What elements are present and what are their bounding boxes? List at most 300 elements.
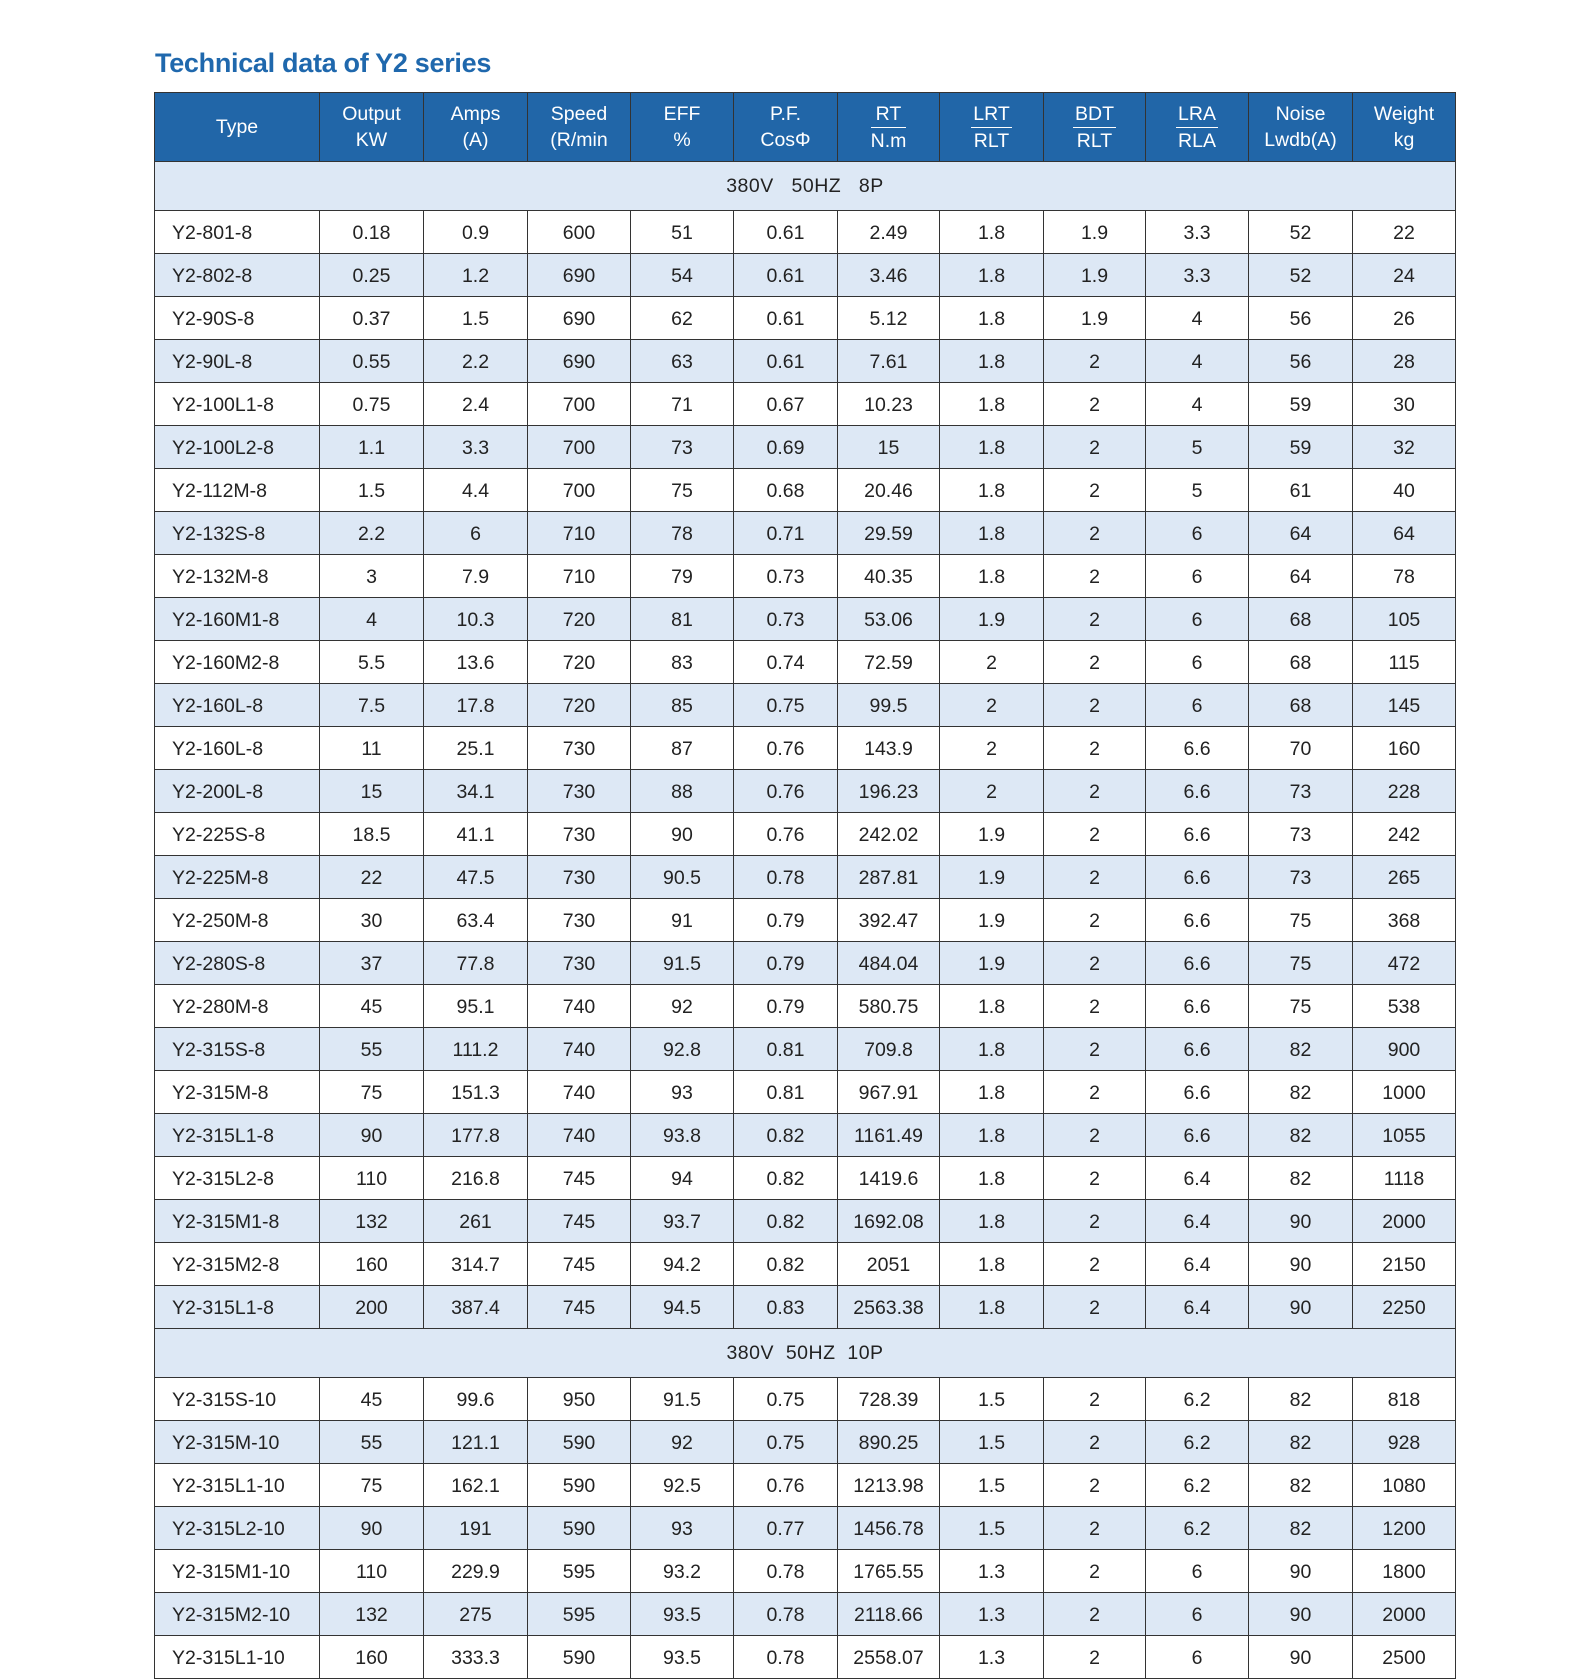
column-header-lra-rla xyxy=(1146,93,1249,162)
table-row xyxy=(155,1200,1456,1243)
table-row xyxy=(155,1243,1456,1286)
cell-weight: 26 xyxy=(1353,297,1456,340)
table-row xyxy=(155,1157,1456,1200)
header-label: Output xyxy=(342,103,401,125)
cell-bdt-rlt: 2 xyxy=(1044,856,1146,899)
cell-lrt-rlt: 1.8 xyxy=(940,1071,1044,1114)
cell-noise: 75 xyxy=(1249,985,1353,1028)
cell-noise: 90 xyxy=(1249,1636,1353,1679)
cell-lrt-rlt: 1.8 xyxy=(940,1243,1044,1286)
cell-type: Y2-250M-8 xyxy=(155,899,320,942)
cell-lrt-rlt: 1.5 xyxy=(940,1421,1044,1464)
cell-lrt-rlt: 1.8 xyxy=(940,1286,1044,1329)
cell-rated-torque: 20.46 xyxy=(838,469,940,512)
cell-power-factor: 0.81 xyxy=(734,1028,838,1071)
cell-lra-rla: 6 xyxy=(1146,598,1249,641)
cell-lra-rla: 3.3 xyxy=(1146,254,1249,297)
cell-lra-rla: 3.3 xyxy=(1146,211,1249,254)
table-row xyxy=(155,1421,1456,1464)
cell-amps: 111.2 xyxy=(424,1028,528,1071)
cell-eff: 75 xyxy=(631,469,734,512)
cell-speed: 730 xyxy=(528,770,631,813)
cell-speed: 740 xyxy=(528,1071,631,1114)
cell-amps: 3.3 xyxy=(424,426,528,469)
cell-lra-rla: 6.2 xyxy=(1146,1507,1249,1550)
table-header-row xyxy=(155,93,1456,162)
cell-eff: 92 xyxy=(631,1421,734,1464)
header-sublabel: CosΦ xyxy=(760,129,811,151)
table-row xyxy=(155,211,1456,254)
cell-weight: 1200 xyxy=(1353,1507,1456,1550)
cell-type: Y2-315L1-10 xyxy=(155,1636,320,1679)
cell-lra-rla: 6.6 xyxy=(1146,1114,1249,1157)
cell-bdt-rlt: 2 xyxy=(1044,555,1146,598)
cell-noise: 82 xyxy=(1249,1421,1353,1464)
cell-lrt-rlt: 1.9 xyxy=(940,856,1044,899)
cell-lrt-rlt: 1.8 xyxy=(940,512,1044,555)
cell-amps: 63.4 xyxy=(424,899,528,942)
cell-bdt-rlt: 2 xyxy=(1044,340,1146,383)
cell-bdt-rlt: 2 xyxy=(1044,641,1146,684)
cell-speed: 600 xyxy=(528,211,631,254)
cell-output-kw: 0.37 xyxy=(320,297,424,340)
cell-bdt-rlt: 2 xyxy=(1044,1200,1146,1243)
cell-lrt-rlt: 1.8 xyxy=(940,1114,1044,1157)
table-row xyxy=(155,1636,1456,1679)
cell-output-kw: 55 xyxy=(320,1028,424,1071)
cell-speed: 700 xyxy=(528,383,631,426)
cell-lra-rla: 6.6 xyxy=(1146,856,1249,899)
cell-lra-rla: 4 xyxy=(1146,297,1249,340)
cell-lra-rla: 6.4 xyxy=(1146,1157,1249,1200)
cell-bdt-rlt: 2 xyxy=(1044,1378,1146,1421)
cell-lrt-rlt: 1.5 xyxy=(940,1464,1044,1507)
cell-noise: 82 xyxy=(1249,1114,1353,1157)
cell-weight: 1055 xyxy=(1353,1114,1456,1157)
cell-power-factor: 0.68 xyxy=(734,469,838,512)
cell-bdt-rlt: 1.9 xyxy=(1044,254,1146,297)
cell-lrt-rlt: 1.5 xyxy=(940,1507,1044,1550)
cell-lrt-rlt: 1.9 xyxy=(940,899,1044,942)
cell-amps: 2.2 xyxy=(424,340,528,383)
cell-type: Y2-801-8 xyxy=(155,211,320,254)
cell-lrt-rlt: 1.8 xyxy=(940,985,1044,1028)
cell-output-kw: 160 xyxy=(320,1636,424,1679)
cell-weight: 1118 xyxy=(1353,1157,1456,1200)
cell-type: Y2-200L-8 xyxy=(155,770,320,813)
cell-lra-rla: 6.4 xyxy=(1146,1200,1249,1243)
cell-lrt-rlt: 1.8 xyxy=(940,340,1044,383)
cell-bdt-rlt: 2 xyxy=(1044,985,1146,1028)
table-row xyxy=(155,1593,1456,1636)
cell-speed: 710 xyxy=(528,512,631,555)
cell-power-factor: 0.61 xyxy=(734,211,838,254)
cell-eff: 81 xyxy=(631,598,734,641)
cell-rated-torque: 3.46 xyxy=(838,254,940,297)
cell-speed: 730 xyxy=(528,899,631,942)
cell-noise: 52 xyxy=(1249,211,1353,254)
table-row xyxy=(155,297,1456,340)
cell-lra-rla: 6.2 xyxy=(1146,1378,1249,1421)
column-header-speed xyxy=(528,93,631,162)
cell-weight: 1000 xyxy=(1353,1071,1456,1114)
header-sublabel: Lwdb(A) xyxy=(1264,129,1337,151)
column-header-output-kw xyxy=(320,93,424,162)
cell-weight: 145 xyxy=(1353,684,1456,727)
cell-weight: 368 xyxy=(1353,899,1456,942)
cell-output-kw: 5.5 xyxy=(320,641,424,684)
cell-rated-torque: 2118.66 xyxy=(838,1593,940,1636)
cell-speed: 730 xyxy=(528,942,631,985)
cell-lra-rla: 6.4 xyxy=(1146,1243,1249,1286)
header-label: Noise xyxy=(1275,103,1326,125)
cell-speed: 720 xyxy=(528,598,631,641)
cell-speed: 730 xyxy=(528,727,631,770)
cell-lrt-rlt: 1.3 xyxy=(940,1550,1044,1593)
cell-lra-rla: 5 xyxy=(1146,426,1249,469)
cell-noise: 75 xyxy=(1249,899,1353,942)
table-row xyxy=(155,684,1456,727)
cell-weight: 22 xyxy=(1353,211,1456,254)
table-row xyxy=(155,426,1456,469)
cell-rated-torque: 99.5 xyxy=(838,684,940,727)
cell-weight: 28 xyxy=(1353,340,1456,383)
cell-lra-rla: 6.6 xyxy=(1146,899,1249,942)
cell-power-factor: 0.82 xyxy=(734,1157,838,1200)
header-sublabel: kg xyxy=(1393,129,1415,151)
cell-type: Y2-315M-8 xyxy=(155,1071,320,1114)
cell-speed: 700 xyxy=(528,469,631,512)
table-row xyxy=(155,1286,1456,1329)
cell-bdt-rlt: 2 xyxy=(1044,1464,1146,1507)
cell-type: Y2-90S-8 xyxy=(155,297,320,340)
cell-amps: 4.4 xyxy=(424,469,528,512)
cell-lra-rla: 6 xyxy=(1146,1593,1249,1636)
cell-lrt-rlt: 1.8 xyxy=(940,555,1044,598)
cell-bdt-rlt: 2 xyxy=(1044,1028,1146,1071)
cell-lrt-rlt: 1.9 xyxy=(940,813,1044,856)
cell-noise: 61 xyxy=(1249,469,1353,512)
cell-eff: 90.5 xyxy=(631,856,734,899)
header-sublabel: N.m xyxy=(870,129,907,152)
cell-lrt-rlt: 2 xyxy=(940,727,1044,770)
cell-output-kw: 45 xyxy=(320,1378,424,1421)
cell-weight: 928 xyxy=(1353,1421,1456,1464)
cell-rated-torque: 1692.08 xyxy=(838,1200,940,1243)
cell-amps: 387.4 xyxy=(424,1286,528,1329)
cell-type: Y2-315M-10 xyxy=(155,1421,320,1464)
cell-bdt-rlt: 2 xyxy=(1044,1593,1146,1636)
cell-type: Y2-315S-8 xyxy=(155,1028,320,1071)
cell-lra-rla: 6.6 xyxy=(1146,727,1249,770)
cell-eff: 51 xyxy=(631,211,734,254)
cell-bdt-rlt: 2 xyxy=(1044,1114,1146,1157)
cell-eff: 93.7 xyxy=(631,1200,734,1243)
cell-output-kw: 30 xyxy=(320,899,424,942)
cell-eff: 83 xyxy=(631,641,734,684)
cell-lrt-rlt: 1.9 xyxy=(940,942,1044,985)
cell-weight: 2250 xyxy=(1353,1286,1456,1329)
table-row xyxy=(155,856,1456,899)
table-row xyxy=(155,813,1456,856)
cell-amps: 95.1 xyxy=(424,985,528,1028)
cell-lrt-rlt: 1.8 xyxy=(940,426,1044,469)
cell-noise: 70 xyxy=(1249,727,1353,770)
page-title: Technical data of Y2 series xyxy=(155,48,492,78)
cell-type: Y2-100L1-8 xyxy=(155,383,320,426)
table-row xyxy=(155,1071,1456,1114)
group-row xyxy=(155,162,1456,211)
cell-rated-torque: 1419.6 xyxy=(838,1157,940,1200)
cell-lrt-rlt: 1.8 xyxy=(940,1200,1044,1243)
cell-noise: 59 xyxy=(1249,426,1353,469)
cell-bdt-rlt: 2 xyxy=(1044,1286,1146,1329)
cell-output-kw: 55 xyxy=(320,1421,424,1464)
cell-output-kw: 90 xyxy=(320,1507,424,1550)
cell-output-kw: 110 xyxy=(320,1550,424,1593)
cell-lra-rla: 4 xyxy=(1146,340,1249,383)
cell-lra-rla: 6 xyxy=(1146,1550,1249,1593)
header-sublabel: RLT xyxy=(1076,129,1113,152)
header-sublabel: (R/min xyxy=(550,129,608,151)
cell-rated-torque: 10.23 xyxy=(838,383,940,426)
cell-lra-rla: 6 xyxy=(1146,684,1249,727)
group-label: 380V 50HZ 10P xyxy=(155,1329,1456,1378)
cell-type: Y2-315M2-8 xyxy=(155,1243,320,1286)
cell-speed: 690 xyxy=(528,297,631,340)
cell-output-kw: 11 xyxy=(320,727,424,770)
cell-lra-rla: 5 xyxy=(1146,469,1249,512)
cell-output-kw: 0.55 xyxy=(320,340,424,383)
cell-power-factor: 0.73 xyxy=(734,555,838,598)
cell-rated-torque: 967.91 xyxy=(838,1071,940,1114)
cell-output-kw: 1.1 xyxy=(320,426,424,469)
cell-speed: 740 xyxy=(528,1114,631,1157)
header-sublabel: % xyxy=(673,129,691,151)
table-row xyxy=(155,1378,1456,1421)
cell-lra-rla: 6.6 xyxy=(1146,813,1249,856)
cell-bdt-rlt: 2 xyxy=(1044,942,1146,985)
cell-bdt-rlt: 2 xyxy=(1044,813,1146,856)
cell-speed: 720 xyxy=(528,684,631,727)
cell-weight: 40 xyxy=(1353,469,1456,512)
cell-weight: 900 xyxy=(1353,1028,1456,1071)
cell-type: Y2-315L2-10 xyxy=(155,1507,320,1550)
cell-eff: 88 xyxy=(631,770,734,813)
cell-speed: 730 xyxy=(528,813,631,856)
cell-power-factor: 0.67 xyxy=(734,383,838,426)
cell-type: Y2-280M-8 xyxy=(155,985,320,1028)
cell-noise: 73 xyxy=(1249,856,1353,899)
cell-power-factor: 0.74 xyxy=(734,641,838,684)
cell-amps: 1.5 xyxy=(424,297,528,340)
cell-power-factor: 0.76 xyxy=(734,1464,838,1507)
cell-speed: 595 xyxy=(528,1550,631,1593)
cell-amps: 77.8 xyxy=(424,942,528,985)
technical-data-table xyxy=(154,92,1456,1679)
cell-type: Y2-315M2-10 xyxy=(155,1593,320,1636)
cell-noise: 90 xyxy=(1249,1286,1353,1329)
cell-bdt-rlt: 2 xyxy=(1044,727,1146,770)
cell-noise: 73 xyxy=(1249,813,1353,856)
cell-type: Y2-315L1-8 xyxy=(155,1286,320,1329)
cell-amps: 261 xyxy=(424,1200,528,1243)
cell-amps: 2.4 xyxy=(424,383,528,426)
cell-bdt-rlt: 2 xyxy=(1044,770,1146,813)
cell-speed: 745 xyxy=(528,1243,631,1286)
cell-speed: 590 xyxy=(528,1421,631,1464)
cell-rated-torque: 40.35 xyxy=(838,555,940,598)
cell-bdt-rlt: 2 xyxy=(1044,684,1146,727)
cell-speed: 745 xyxy=(528,1286,631,1329)
cell-lrt-rlt: 2 xyxy=(940,770,1044,813)
cell-output-kw: 3 xyxy=(320,555,424,598)
cell-eff: 92.8 xyxy=(631,1028,734,1071)
cell-eff: 93.5 xyxy=(631,1593,734,1636)
cell-rated-torque: 484.04 xyxy=(838,942,940,985)
cell-amps: 216.8 xyxy=(424,1157,528,1200)
cell-weight: 265 xyxy=(1353,856,1456,899)
cell-weight: 2150 xyxy=(1353,1243,1456,1286)
cell-amps: 121.1 xyxy=(424,1421,528,1464)
cell-power-factor: 0.78 xyxy=(734,856,838,899)
cell-output-kw: 37 xyxy=(320,942,424,985)
cell-amps: 6 xyxy=(424,512,528,555)
cell-lrt-rlt: 1.8 xyxy=(940,383,1044,426)
cell-lra-rla: 6 xyxy=(1146,512,1249,555)
cell-lra-rla: 4 xyxy=(1146,383,1249,426)
cell-rated-torque: 196.23 xyxy=(838,770,940,813)
cell-power-factor: 0.78 xyxy=(734,1550,838,1593)
cell-type: Y2-112M-8 xyxy=(155,469,320,512)
cell-weight: 818 xyxy=(1353,1378,1456,1421)
column-header-lrt-rlt xyxy=(940,93,1044,162)
header-label: LRT xyxy=(971,101,1012,128)
header-label: RT xyxy=(871,101,907,128)
cell-eff: 92.5 xyxy=(631,1464,734,1507)
cell-amps: 275 xyxy=(424,1593,528,1636)
cell-speed: 740 xyxy=(528,985,631,1028)
cell-weight: 538 xyxy=(1353,985,1456,1028)
cell-lra-rla: 6 xyxy=(1146,641,1249,684)
cell-eff: 71 xyxy=(631,383,734,426)
table-row xyxy=(155,770,1456,813)
cell-lra-rla: 6.6 xyxy=(1146,985,1249,1028)
table-row xyxy=(155,340,1456,383)
cell-speed: 720 xyxy=(528,641,631,684)
cell-speed: 740 xyxy=(528,1028,631,1071)
cell-noise: 82 xyxy=(1249,1507,1353,1550)
cell-noise: 68 xyxy=(1249,598,1353,641)
cell-output-kw: 75 xyxy=(320,1464,424,1507)
cell-noise: 82 xyxy=(1249,1378,1353,1421)
cell-lra-rla: 6.6 xyxy=(1146,1028,1249,1071)
cell-lrt-rlt: 1.5 xyxy=(940,1378,1044,1421)
cell-rated-torque: 2558.07 xyxy=(838,1636,940,1679)
table-row xyxy=(155,254,1456,297)
cell-rated-torque: 7.61 xyxy=(838,340,940,383)
table-row xyxy=(155,1464,1456,1507)
group-label: 380V 50HZ 8P xyxy=(155,162,1456,211)
cell-lrt-rlt: 1.8 xyxy=(940,469,1044,512)
cell-lra-rla: 6 xyxy=(1146,1636,1249,1679)
cell-lra-rla: 6.2 xyxy=(1146,1464,1249,1507)
cell-weight: 472 xyxy=(1353,942,1456,985)
cell-power-factor: 0.75 xyxy=(734,684,838,727)
cell-type: Y2-132M-8 xyxy=(155,555,320,598)
cell-amps: 25.1 xyxy=(424,727,528,770)
cell-type: Y2-160M1-8 xyxy=(155,598,320,641)
cell-type: Y2-315L1-10 xyxy=(155,1464,320,1507)
cell-amps: 314.7 xyxy=(424,1243,528,1286)
cell-speed: 745 xyxy=(528,1200,631,1243)
cell-noise: 82 xyxy=(1249,1028,1353,1071)
cell-power-factor: 0.73 xyxy=(734,598,838,641)
cell-lrt-rlt: 1.8 xyxy=(940,254,1044,297)
cell-rated-torque: 53.06 xyxy=(838,598,940,641)
cell-eff: 63 xyxy=(631,340,734,383)
cell-output-kw: 200 xyxy=(320,1286,424,1329)
cell-speed: 745 xyxy=(528,1157,631,1200)
cell-output-kw: 110 xyxy=(320,1157,424,1200)
cell-lrt-rlt: 2 xyxy=(940,684,1044,727)
cell-power-factor: 0.61 xyxy=(734,340,838,383)
cell-bdt-rlt: 2 xyxy=(1044,512,1146,555)
cell-output-kw: 15 xyxy=(320,770,424,813)
cell-lra-rla: 6.4 xyxy=(1146,1286,1249,1329)
cell-eff: 92 xyxy=(631,985,734,1028)
cell-type: Y2-225S-8 xyxy=(155,813,320,856)
cell-amps: 333.3 xyxy=(424,1636,528,1679)
table-row xyxy=(155,469,1456,512)
cell-bdt-rlt: 2 xyxy=(1044,383,1146,426)
cell-lrt-rlt: 1.8 xyxy=(940,1157,1044,1200)
cell-power-factor: 0.71 xyxy=(734,512,838,555)
cell-lra-rla: 6.2 xyxy=(1146,1421,1249,1464)
cell-rated-torque: 2.49 xyxy=(838,211,940,254)
cell-power-factor: 0.79 xyxy=(734,899,838,942)
cell-speed: 690 xyxy=(528,340,631,383)
cell-speed: 700 xyxy=(528,426,631,469)
cell-lra-rla: 6.6 xyxy=(1146,942,1249,985)
cell-eff: 87 xyxy=(631,727,734,770)
cell-output-kw: 22 xyxy=(320,856,424,899)
cell-noise: 75 xyxy=(1249,942,1353,985)
cell-amps: 13.6 xyxy=(424,641,528,684)
table-row xyxy=(155,598,1456,641)
header-label: LRA xyxy=(1176,101,1218,128)
header-label: P.F. xyxy=(769,103,802,125)
cell-power-factor: 0.75 xyxy=(734,1378,838,1421)
cell-noise: 56 xyxy=(1249,297,1353,340)
cell-power-factor: 0.75 xyxy=(734,1421,838,1464)
cell-type: Y2-160M2-8 xyxy=(155,641,320,684)
cell-rated-torque: 1456.78 xyxy=(838,1507,940,1550)
cell-output-kw: 0.18 xyxy=(320,211,424,254)
cell-rated-torque: 392.47 xyxy=(838,899,940,942)
cell-noise: 56 xyxy=(1249,340,1353,383)
cell-amps: 10.3 xyxy=(424,598,528,641)
cell-power-factor: 0.83 xyxy=(734,1286,838,1329)
column-header-amps xyxy=(424,93,528,162)
cell-lrt-rlt: 1.8 xyxy=(940,297,1044,340)
cell-lra-rla: 6.6 xyxy=(1146,1071,1249,1114)
cell-power-factor: 0.79 xyxy=(734,942,838,985)
cell-weight: 160 xyxy=(1353,727,1456,770)
cell-eff: 91.5 xyxy=(631,1378,734,1421)
cell-type: Y2-315M1-8 xyxy=(155,1200,320,1243)
table-row xyxy=(155,383,1456,426)
